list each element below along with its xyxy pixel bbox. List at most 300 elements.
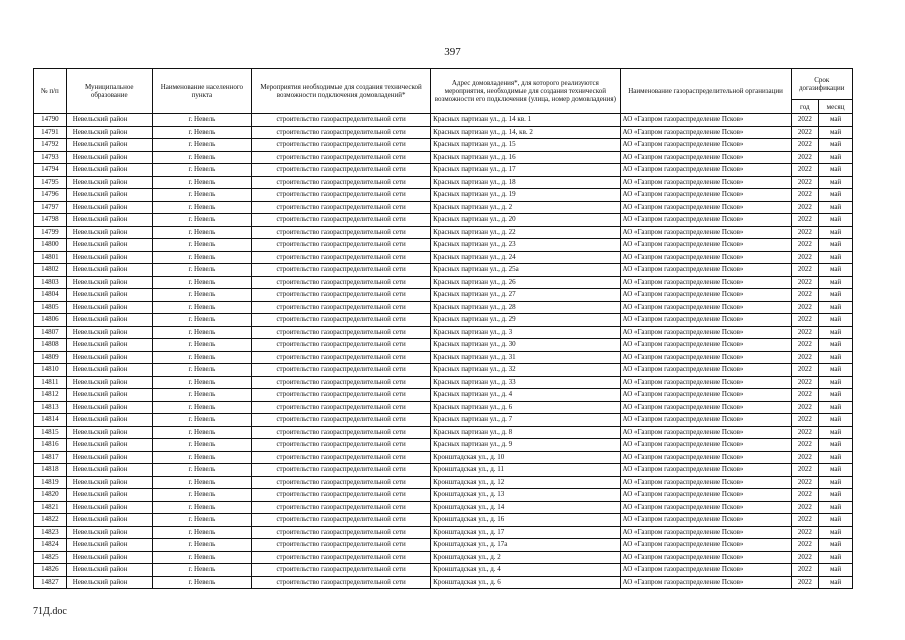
cell-org: АО «Газпром газораспределение Псков» — [620, 189, 791, 202]
header-term: Срок догазификации — [791, 69, 853, 100]
cell-year: 2022 — [791, 289, 819, 302]
cell-num: 14790 — [34, 114, 67, 127]
cell-org: АО «Газпром газораспределение Псков» — [620, 351, 791, 364]
cell-num: 14807 — [34, 326, 67, 339]
cell-num: 14805 — [34, 301, 67, 314]
cell-year: 2022 — [791, 514, 819, 527]
cell-year: 2022 — [791, 339, 819, 352]
cell-month: май — [819, 176, 853, 189]
cell-activity: строительство газораспределительной сети — [252, 551, 431, 564]
cell-num: 14806 — [34, 314, 67, 327]
cell-locality: г. Невель — [152, 301, 251, 314]
table-row — [34, 114, 853, 127]
cell-num: 14794 — [34, 164, 67, 177]
cell-activity: строительство газораспределительной сети — [252, 226, 431, 239]
cell-municipality: Невельский район — [66, 301, 152, 314]
table-row — [34, 251, 853, 264]
cell-year: 2022 — [791, 226, 819, 239]
cell-num: 14802 — [34, 264, 67, 277]
cell-address: Красных партизан ул., д. 3 — [431, 326, 620, 339]
cell-address: Красных партизан ул., д. 33 — [431, 376, 620, 389]
cell-locality: г. Невель — [152, 239, 251, 252]
cell-municipality: Невельский район — [66, 214, 152, 227]
cell-num: 14796 — [34, 189, 67, 202]
cell-num: 14817 — [34, 451, 67, 464]
cell-address: Красных партизан ул., д. 25а — [431, 264, 620, 277]
cell-municipality: Невельский район — [66, 126, 152, 139]
cell-org: АО «Газпром газораспределение Псков» — [620, 539, 791, 552]
cell-org: АО «Газпром газораспределение Псков» — [620, 289, 791, 302]
cell-activity: строительство газораспределительной сети — [252, 576, 431, 589]
table-row — [34, 576, 853, 589]
cell-num: 14825 — [34, 551, 67, 564]
cell-address: Кронштадская ул., д. 12 — [431, 476, 620, 489]
cell-org: АО «Газпром газораспределение Псков» — [620, 114, 791, 127]
cell-org: АО «Газпром газораспределение Псков» — [620, 389, 791, 402]
cell-month: май — [819, 251, 853, 264]
cell-municipality: Невельский район — [66, 139, 152, 152]
cell-num: 14812 — [34, 389, 67, 402]
cell-address: Красных партизан ул., д. 27 — [431, 289, 620, 302]
cell-year: 2022 — [791, 439, 819, 452]
cell-address: Красных партизан ул., д. 26 — [431, 276, 620, 289]
cell-org: АО «Газпром газораспределение Псков» — [620, 526, 791, 539]
cell-month: май — [819, 564, 853, 577]
cell-year: 2022 — [791, 426, 819, 439]
cell-year: 2022 — [791, 414, 819, 427]
cell-org: АО «Газпром газораспределение Псков» — [620, 301, 791, 314]
cell-activity: строительство газораспределительной сети — [252, 189, 431, 202]
cell-month: май — [819, 189, 853, 202]
cell-municipality: Невельский район — [66, 464, 152, 477]
cell-month: май — [819, 576, 853, 589]
cell-address: Красных партизан ул., д. 22 — [431, 226, 620, 239]
cell-address: Красных партизан ул., д. 6 — [431, 401, 620, 414]
cell-address: Кронштадская ул., д. 14 — [431, 501, 620, 514]
cell-municipality: Невельский район — [66, 526, 152, 539]
cell-org: АО «Газпром газораспределение Псков» — [620, 164, 791, 177]
cell-address: Красных партизан ул., д. 16 — [431, 151, 620, 164]
cell-num: 14795 — [34, 176, 67, 189]
header-activity: Мероприятия необходимые для создания технической возможности подключения домовладений* — [252, 69, 431, 114]
table-row — [34, 164, 853, 177]
cell-num: 14824 — [34, 539, 67, 552]
cell-address: Красных партизан ул., д. 32 — [431, 364, 620, 377]
cell-municipality: Невельский район — [66, 476, 152, 489]
cell-activity: строительство газораспределительной сети — [252, 264, 431, 277]
cell-activity: строительство газораспределительной сети — [252, 426, 431, 439]
cell-locality: г. Невель — [152, 164, 251, 177]
table-row — [34, 426, 853, 439]
table-row — [34, 451, 853, 464]
cell-activity: строительство газораспределительной сети — [252, 464, 431, 477]
cell-activity: строительство газораспределительной сети — [252, 276, 431, 289]
cell-org: АО «Газпром газораспределение Псков» — [620, 464, 791, 477]
table-row — [34, 464, 853, 477]
cell-year: 2022 — [791, 539, 819, 552]
cell-activity: строительство газораспределительной сети — [252, 351, 431, 364]
cell-address: Красных партизан ул., д. 8 — [431, 426, 620, 439]
cell-org: АО «Газпром газораспределение Псков» — [620, 139, 791, 152]
table-row — [34, 389, 853, 402]
cell-num: 14815 — [34, 426, 67, 439]
cell-locality: г. Невель — [152, 151, 251, 164]
table-row — [34, 501, 853, 514]
cell-month: май — [819, 326, 853, 339]
cell-address: Красных партизан ул., д. 7 — [431, 414, 620, 427]
table-row — [34, 439, 853, 452]
cell-activity: строительство газораспределительной сети — [252, 439, 431, 452]
cell-locality: г. Невель — [152, 564, 251, 577]
cell-year: 2022 — [791, 239, 819, 252]
cell-month: май — [819, 214, 853, 227]
cell-year: 2022 — [791, 501, 819, 514]
cell-municipality: Невельский район — [66, 401, 152, 414]
cell-locality: г. Невель — [152, 501, 251, 514]
cell-municipality: Невельский район — [66, 426, 152, 439]
cell-locality: г. Невель — [152, 426, 251, 439]
footer-filename: 71Д.doc — [33, 606, 67, 617]
cell-year: 2022 — [791, 126, 819, 139]
cell-address: Красных партизан ул., д. 9 — [431, 439, 620, 452]
cell-locality: г. Невель — [152, 226, 251, 239]
cell-address: Красных партизан ул., д. 2 — [431, 201, 620, 214]
cell-year: 2022 — [791, 489, 819, 502]
cell-address: Красных партизан ул., д. 30 — [431, 339, 620, 352]
cell-year: 2022 — [791, 464, 819, 477]
cell-municipality: Невельский район — [66, 364, 152, 377]
cell-municipality: Невельский район — [66, 151, 152, 164]
cell-org: АО «Газпром газораспределение Псков» — [620, 376, 791, 389]
cell-org: АО «Газпром газораспределение Псков» — [620, 501, 791, 514]
cell-year: 2022 — [791, 364, 819, 377]
cell-year: 2022 — [791, 389, 819, 402]
cell-month: май — [819, 501, 853, 514]
cell-locality: г. Невель — [152, 126, 251, 139]
cell-org: АО «Газпром газораспределение Псков» — [620, 239, 791, 252]
cell-municipality: Невельский район — [66, 414, 152, 427]
cell-org: АО «Газпром газораспределение Псков» — [620, 451, 791, 464]
cell-municipality: Невельский район — [66, 176, 152, 189]
table-row — [34, 264, 853, 277]
cell-month: май — [819, 551, 853, 564]
cell-month: май — [819, 426, 853, 439]
table-row — [34, 401, 853, 414]
cell-activity: строительство газораспределительной сети — [252, 126, 431, 139]
cell-month: май — [819, 489, 853, 502]
cell-address: Кронштадская ул., д. 2 — [431, 551, 620, 564]
cell-org: АО «Газпром газораспределение Псков» — [620, 514, 791, 527]
cell-activity: строительство газораспределительной сети — [252, 489, 431, 502]
cell-num: 14819 — [34, 476, 67, 489]
cell-municipality: Невельский район — [66, 114, 152, 127]
cell-locality: г. Невель — [152, 289, 251, 302]
cell-month: май — [819, 114, 853, 127]
cell-municipality: Невельский район — [66, 389, 152, 402]
cell-activity: строительство газораспределительной сети — [252, 451, 431, 464]
cell-address: Кронштадская ул., д. 13 — [431, 489, 620, 502]
cell-org: АО «Газпром газораспределение Псков» — [620, 176, 791, 189]
cell-locality: г. Невель — [152, 276, 251, 289]
table-row — [34, 551, 853, 564]
cell-activity: строительство газораспределительной сети — [252, 501, 431, 514]
cell-month: май — [819, 401, 853, 414]
cell-municipality: Невельский район — [66, 376, 152, 389]
cell-org: АО «Газпром газораспределение Псков» — [620, 564, 791, 577]
cell-locality: г. Невель — [152, 576, 251, 589]
cell-month: май — [819, 451, 853, 464]
cell-org: АО «Газпром газораспределение Псков» — [620, 551, 791, 564]
cell-municipality: Невельский район — [66, 451, 152, 464]
cell-address: Кронштадская ул., д. 10 — [431, 451, 620, 464]
cell-year: 2022 — [791, 264, 819, 277]
cell-org: АО «Газпром газораспределение Псков» — [620, 489, 791, 502]
cell-num: 14800 — [34, 239, 67, 252]
cell-year: 2022 — [791, 401, 819, 414]
cell-month: май — [819, 239, 853, 252]
cell-locality: г. Невель — [152, 389, 251, 402]
cell-municipality: Невельский район — [66, 439, 152, 452]
cell-year: 2022 — [791, 164, 819, 177]
cell-num: 14791 — [34, 126, 67, 139]
cell-month: май — [819, 126, 853, 139]
table-row — [34, 151, 853, 164]
cell-municipality: Невельский район — [66, 251, 152, 264]
cell-activity: строительство газораспределительной сети — [252, 389, 431, 402]
cell-activity: строительство газораспределительной сети — [252, 176, 431, 189]
cell-municipality: Невельский район — [66, 326, 152, 339]
cell-address: Кронштадская ул., д. 17а — [431, 539, 620, 552]
cell-month: май — [819, 151, 853, 164]
cell-municipality: Невельский район — [66, 276, 152, 289]
cell-org: АО «Газпром газораспределение Псков» — [620, 264, 791, 277]
cell-month: май — [819, 339, 853, 352]
cell-address: Кронштадская ул., д. 17 — [431, 526, 620, 539]
cell-org: АО «Газпром газораспределение Псков» — [620, 201, 791, 214]
cell-month: май — [819, 201, 853, 214]
cell-locality: г. Невель — [152, 414, 251, 427]
table-row — [34, 226, 853, 239]
cell-activity: строительство газораспределительной сети — [252, 164, 431, 177]
cell-municipality: Невельский район — [66, 551, 152, 564]
cell-org: АО «Газпром газораспределение Псков» — [620, 151, 791, 164]
cell-num: 14818 — [34, 464, 67, 477]
header-month: месяц — [819, 100, 853, 114]
cell-municipality: Невельский район — [66, 489, 152, 502]
cell-municipality: Невельский район — [66, 564, 152, 577]
cell-address: Красных партизан ул., д. 17 — [431, 164, 620, 177]
cell-num: 14811 — [34, 376, 67, 389]
header-num: № п/п — [34, 69, 67, 114]
cell-month: май — [819, 526, 853, 539]
header-address: Адрес домовладения*, для которого реализуются мероприятия, необходимые для создания технической возможности его подключения (улица, номер домовладения) — [431, 69, 620, 114]
cell-municipality: Невельский район — [66, 576, 152, 589]
cell-num: 14808 — [34, 339, 67, 352]
cell-month: май — [819, 264, 853, 277]
cell-address: Кронштадская ул., д. 11 — [431, 464, 620, 477]
table-row — [34, 351, 853, 364]
cell-locality: г. Невель — [152, 376, 251, 389]
cell-activity: строительство газораспределительной сети — [252, 414, 431, 427]
cell-activity: строительство газораспределительной сети — [252, 326, 431, 339]
table-row — [34, 539, 853, 552]
cell-month: май — [819, 476, 853, 489]
cell-locality: г. Невель — [152, 139, 251, 152]
cell-month: май — [819, 351, 853, 364]
cell-year: 2022 — [791, 314, 819, 327]
cell-month: май — [819, 514, 853, 527]
cell-activity: строительство газораспределительной сети — [252, 301, 431, 314]
cell-org: АО «Газпром газораспределение Псков» — [620, 401, 791, 414]
cell-address: Кронштадская ул., д. 6 — [431, 576, 620, 589]
cell-year: 2022 — [791, 114, 819, 127]
gasification-table — [33, 68, 853, 589]
header-org: Наименование газораспределительной организации — [620, 69, 791, 114]
cell-month: май — [819, 389, 853, 402]
cell-month: май — [819, 314, 853, 327]
cell-org: АО «Газпром газораспределение Псков» — [620, 276, 791, 289]
cell-num: 14821 — [34, 501, 67, 514]
cell-month: май — [819, 376, 853, 389]
cell-locality: г. Невель — [152, 451, 251, 464]
cell-month: май — [819, 539, 853, 552]
cell-year: 2022 — [791, 326, 819, 339]
cell-num: 14792 — [34, 139, 67, 152]
cell-activity: строительство газораспределительной сети — [252, 151, 431, 164]
cell-num: 14799 — [34, 226, 67, 239]
cell-address: Красных партизан ул., д. 18 — [431, 176, 620, 189]
cell-municipality: Невельский район — [66, 226, 152, 239]
cell-activity: строительство газораспределительной сети — [252, 239, 431, 252]
cell-locality: г. Невель — [152, 176, 251, 189]
table-row — [34, 364, 853, 377]
table-row — [34, 139, 853, 152]
cell-address: Красных партизан ул., д. 28 — [431, 301, 620, 314]
cell-year: 2022 — [791, 526, 819, 539]
cell-activity: строительство газораспределительной сети — [252, 526, 431, 539]
cell-locality: г. Невель — [152, 464, 251, 477]
cell-locality: г. Невель — [152, 489, 251, 502]
cell-month: май — [819, 464, 853, 477]
table-row — [34, 214, 853, 227]
cell-municipality: Невельский район — [66, 239, 152, 252]
cell-org: АО «Газпром газораспределение Псков» — [620, 439, 791, 452]
cell-activity: строительство газораспределительной сети — [252, 201, 431, 214]
cell-locality: г. Невель — [152, 326, 251, 339]
cell-num: 14798 — [34, 214, 67, 227]
header-year: год — [791, 100, 819, 114]
cell-month: май — [819, 164, 853, 177]
cell-num: 14820 — [34, 489, 67, 502]
cell-month: май — [819, 276, 853, 289]
cell-municipality: Невельский район — [66, 289, 152, 302]
cell-locality: г. Невель — [152, 351, 251, 364]
table-row — [34, 376, 853, 389]
cell-municipality: Невельский район — [66, 314, 152, 327]
table-row — [34, 414, 853, 427]
table-row — [34, 176, 853, 189]
cell-address: Красных партизан ул., д. 29 — [431, 314, 620, 327]
cell-locality: г. Невель — [152, 539, 251, 552]
cell-num: 14813 — [34, 401, 67, 414]
cell-activity: строительство газораспределительной сети — [252, 251, 431, 264]
cell-activity: строительство газораспределительной сети — [252, 476, 431, 489]
cell-year: 2022 — [791, 139, 819, 152]
cell-locality: г. Невель — [152, 364, 251, 377]
cell-locality: г. Невель — [152, 264, 251, 277]
cell-year: 2022 — [791, 214, 819, 227]
cell-address: Красных партизан ул., д. 20 — [431, 214, 620, 227]
cell-year: 2022 — [791, 351, 819, 364]
cell-activity: строительство газораспределительной сети — [252, 514, 431, 527]
cell-month: май — [819, 439, 853, 452]
cell-org: АО «Газпром газораспределение Псков» — [620, 364, 791, 377]
cell-activity: строительство газораспределительной сети — [252, 339, 431, 352]
table-row — [34, 301, 853, 314]
cell-year: 2022 — [791, 151, 819, 164]
cell-year: 2022 — [791, 251, 819, 264]
cell-activity: строительство газораспределительной сети — [252, 289, 431, 302]
cell-activity: строительство газораспределительной сети — [252, 401, 431, 414]
table-row — [34, 526, 853, 539]
cell-num: 14801 — [34, 251, 67, 264]
cell-municipality: Невельский район — [66, 339, 152, 352]
cell-org: АО «Газпром газораспределение Псков» — [620, 214, 791, 227]
cell-year: 2022 — [791, 476, 819, 489]
table-row — [34, 189, 853, 202]
cell-activity: строительство газораспределительной сети — [252, 214, 431, 227]
cell-address: Красных партизан ул., д. 31 — [431, 351, 620, 364]
cell-num: 14810 — [34, 364, 67, 377]
table-row — [34, 489, 853, 502]
cell-address: Красных партизан ул., д. 4 — [431, 389, 620, 402]
cell-num: 14822 — [34, 514, 67, 527]
cell-municipality: Невельский район — [66, 264, 152, 277]
cell-year: 2022 — [791, 176, 819, 189]
cell-municipality: Невельский район — [66, 514, 152, 527]
cell-org: АО «Газпром газораспределение Псков» — [620, 414, 791, 427]
cell-num: 14826 — [34, 564, 67, 577]
cell-municipality: Невельский район — [66, 201, 152, 214]
cell-num: 14816 — [34, 439, 67, 452]
table-body — [34, 114, 853, 589]
cell-month: май — [819, 414, 853, 427]
cell-month: май — [819, 139, 853, 152]
table-row — [34, 326, 853, 339]
cell-year: 2022 — [791, 189, 819, 202]
cell-org: АО «Газпром газораспределение Псков» — [620, 476, 791, 489]
cell-org: АО «Газпром газораспределение Псков» — [620, 326, 791, 339]
cell-num: 14793 — [34, 151, 67, 164]
cell-locality: г. Невель — [152, 551, 251, 564]
cell-activity: строительство газораспределительной сети — [252, 314, 431, 327]
cell-municipality: Невельский район — [66, 351, 152, 364]
cell-year: 2022 — [791, 201, 819, 214]
table-row — [34, 314, 853, 327]
cell-month: май — [819, 226, 853, 239]
cell-month: май — [819, 301, 853, 314]
cell-num: 14809 — [34, 351, 67, 364]
cell-org: АО «Газпром газораспределение Псков» — [620, 576, 791, 589]
page-number: 397 — [444, 46, 461, 58]
cell-activity: строительство газораспределительной сети — [252, 376, 431, 389]
cell-org: АО «Газпром газораспределение Псков» — [620, 314, 791, 327]
table-row — [34, 239, 853, 252]
cell-locality: г. Невель — [152, 401, 251, 414]
header-locality: Наименование населенного пункта — [152, 69, 251, 114]
cell-locality: г. Невель — [152, 514, 251, 527]
cell-address: Красных партизан ул., д. 14 кв. 1 — [431, 114, 620, 127]
